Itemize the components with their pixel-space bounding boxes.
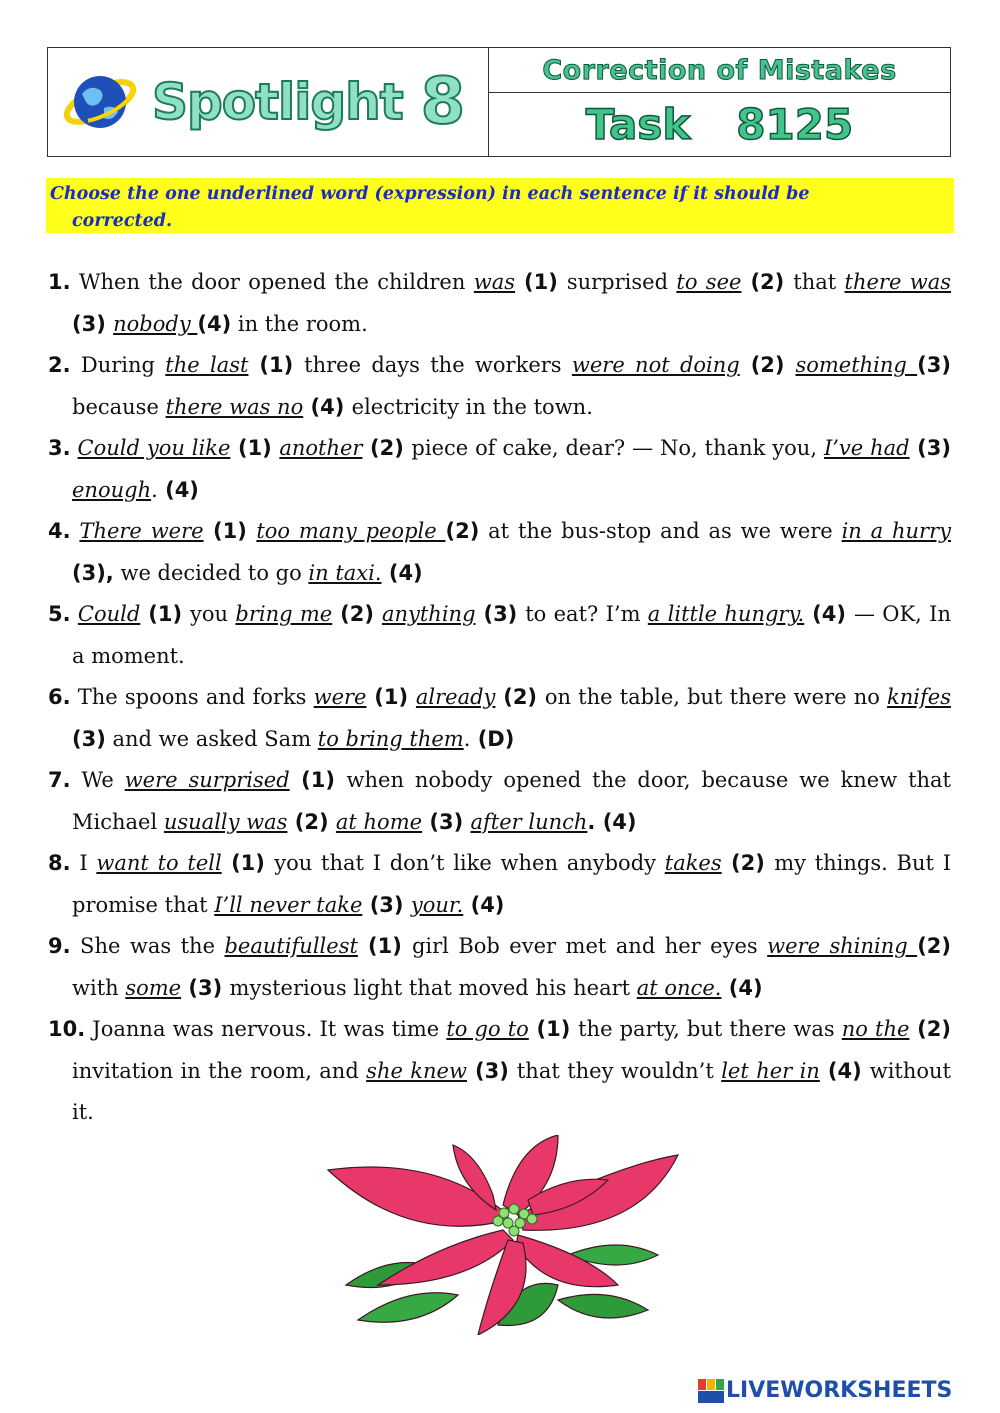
task-label: Task bbox=[585, 100, 691, 149]
underlined-option[interactable]: another bbox=[279, 436, 363, 460]
underlined-option[interactable]: too many people bbox=[256, 519, 446, 543]
underlined-option[interactable]: to go to bbox=[446, 1017, 529, 1041]
option-marker: (1) bbox=[366, 685, 416, 709]
underlined-option[interactable]: after lunch bbox=[470, 809, 588, 834]
option-marker: (4) bbox=[463, 892, 505, 917]
underlined-option[interactable]: Could you like bbox=[77, 436, 231, 460]
option-marker: (2) bbox=[909, 1017, 951, 1041]
sentence-text: mysterious light that moved his heart bbox=[229, 975, 637, 1000]
sentence-text: During bbox=[70, 353, 166, 377]
question-number: 9. bbox=[48, 934, 71, 958]
option-marker: (4) bbox=[804, 602, 854, 626]
option-marker: (2) bbox=[741, 270, 794, 294]
question-item bbox=[48, 511, 951, 594]
sentence-text: surprised bbox=[566, 270, 677, 294]
worksheet-title: Correction of Mistakes bbox=[489, 48, 950, 93]
brand-name: Spotlight bbox=[152, 73, 403, 131]
option-marker: (4) bbox=[157, 477, 199, 502]
underlined-option[interactable]: at once. bbox=[636, 975, 722, 1000]
sentence-text: I bbox=[70, 851, 97, 875]
underlined-option[interactable]: in a hurry bbox=[841, 519, 951, 543]
underlined-option[interactable]: let her in bbox=[721, 1058, 820, 1083]
footer-brand bbox=[698, 1378, 952, 1403]
underlined-option[interactable]: were surprised bbox=[124, 768, 290, 792]
sentence-text: Joanna was nervous. It was time bbox=[85, 1017, 447, 1041]
option-marker: (3) bbox=[466, 1058, 517, 1083]
sentence-text: electricity in the town. bbox=[351, 394, 593, 419]
task-line bbox=[489, 93, 950, 156]
worksheet-header bbox=[47, 47, 951, 157]
underlined-option[interactable]: nobody bbox=[113, 311, 198, 336]
sentence-text: my things. But I promise that bbox=[72, 851, 951, 917]
sentence-text: in the room. bbox=[231, 311, 368, 336]
underlined-option[interactable]: there was bbox=[844, 270, 952, 294]
option-marker: (1) bbox=[357, 934, 412, 958]
question-item bbox=[48, 760, 951, 843]
sentence-text: — OK, In a moment. bbox=[72, 602, 951, 668]
underlined-option[interactable]: beautifullest bbox=[224, 934, 358, 958]
option-marker: (1) bbox=[230, 436, 280, 460]
poinsettia-flower-image bbox=[318, 1135, 682, 1335]
underlined-option[interactable]: to bring them bbox=[317, 726, 464, 751]
question-item bbox=[48, 594, 951, 677]
sentence-text: to eat? I’m bbox=[525, 602, 648, 626]
sentence-text: . bbox=[151, 477, 158, 502]
option-marker: (1) bbox=[221, 851, 275, 875]
option-marker: (4) bbox=[303, 394, 352, 419]
question-item bbox=[48, 262, 951, 345]
option-marker: (4) bbox=[819, 1058, 870, 1083]
instruction-box bbox=[46, 178, 954, 233]
option-marker: (3) bbox=[72, 726, 106, 751]
instruction-line-2: corrected. bbox=[72, 211, 173, 231]
option-marker: (D) bbox=[470, 726, 515, 751]
option-marker: (2) bbox=[332, 602, 382, 626]
underlined-option[interactable]: to see bbox=[676, 270, 742, 294]
underlined-option[interactable]: your. bbox=[410, 892, 464, 917]
option-marker: (1) bbox=[203, 519, 257, 543]
option-marker: (2) bbox=[445, 519, 480, 543]
option-marker: (2) bbox=[917, 934, 951, 958]
underlined-option[interactable]: no the bbox=[841, 1017, 910, 1041]
sentence-text: girl Bob ever met and her eyes bbox=[411, 934, 768, 958]
sentence-text: on the table, but there were no bbox=[544, 685, 888, 709]
underlined-option[interactable]: the last bbox=[165, 353, 249, 377]
underlined-option[interactable]: some bbox=[125, 975, 182, 1000]
option-marker: (1) bbox=[515, 270, 567, 294]
option-marker: (3), bbox=[72, 560, 114, 585]
underlined-option[interactable]: in taxi. bbox=[308, 560, 382, 585]
underlined-option[interactable]: Could bbox=[77, 602, 141, 626]
underlined-option[interactable]: enough bbox=[72, 477, 152, 502]
underlined-option[interactable]: there was no bbox=[165, 394, 304, 419]
question-item bbox=[48, 345, 951, 428]
option-marker: (3) bbox=[475, 602, 526, 626]
question-number: 6. bbox=[48, 685, 71, 709]
underlined-option[interactable]: were bbox=[313, 685, 367, 709]
question-number: 2. bbox=[48, 353, 71, 377]
question-list bbox=[48, 262, 951, 1134]
sentence-text: invitation in the room, and bbox=[72, 1058, 367, 1083]
question-number: 1. bbox=[48, 270, 71, 294]
sentence-text: you that I don’t like when anybody bbox=[274, 851, 665, 875]
header-title-area bbox=[489, 48, 950, 156]
underlined-option[interactable]: something bbox=[795, 353, 918, 377]
underlined-option[interactable]: want to tell bbox=[96, 851, 222, 875]
question-number: 5. bbox=[48, 602, 71, 626]
option-marker: . (4) bbox=[587, 809, 637, 834]
sentence-text: The spoons and forks bbox=[70, 685, 314, 709]
question-item bbox=[48, 843, 951, 926]
sentence-text: at the bus-stop and as we were bbox=[479, 519, 842, 543]
sentence-text: that they wouldn’t bbox=[516, 1058, 722, 1083]
option-marker: (3) bbox=[917, 353, 951, 377]
option-marker: (3) bbox=[181, 975, 230, 1000]
sentence-text: When the door opened the children bbox=[70, 270, 474, 294]
underlined-option[interactable]: takes bbox=[664, 851, 722, 875]
question-number: 10. bbox=[48, 1017, 86, 1041]
sentence-text: because bbox=[72, 394, 166, 419]
question-number: 7. bbox=[48, 768, 71, 792]
option-marker: (2) bbox=[362, 436, 412, 460]
option-marker: (3) bbox=[422, 809, 471, 834]
underlined-option[interactable]: she knew bbox=[366, 1058, 467, 1083]
underlined-option[interactable]: at home bbox=[335, 809, 423, 834]
sentence-text bbox=[71, 602, 78, 626]
globe-icon bbox=[60, 62, 140, 142]
option-marker: (1) bbox=[140, 602, 191, 626]
liveworksheets-logo-icon bbox=[698, 1379, 724, 1403]
question-number: 3. bbox=[48, 436, 71, 460]
underlined-option[interactable]: anything bbox=[381, 602, 476, 626]
option-marker: (2) bbox=[495, 685, 545, 709]
question-number: 4. bbox=[48, 519, 71, 543]
sentence-text: three days the workers bbox=[304, 353, 572, 377]
footer-brand-text: LIVEWORKSHEETS bbox=[726, 1378, 953, 1403]
sentence-text: piece of cake, dear? — No, thank you, bbox=[411, 436, 824, 460]
question-item bbox=[48, 428, 951, 511]
sentence-text: and we asked Sam bbox=[105, 726, 318, 751]
brand-number: 8 bbox=[420, 65, 466, 139]
question-item bbox=[48, 926, 951, 1009]
sentence-text: with bbox=[72, 975, 126, 1000]
option-marker: (3) bbox=[909, 436, 951, 460]
sentence-text: We bbox=[70, 768, 125, 792]
brand-logo-area bbox=[48, 48, 489, 156]
sentence-text: She was the bbox=[70, 934, 225, 958]
sentence-text: you bbox=[190, 602, 236, 626]
option-marker: (4) bbox=[721, 975, 763, 1000]
underlined-option[interactable]: I’ve had bbox=[823, 436, 910, 460]
option-marker: (4) bbox=[381, 560, 423, 585]
option-marker: (3) bbox=[72, 311, 114, 336]
sentence-text: that bbox=[793, 270, 845, 294]
underlined-option[interactable]: bring me bbox=[235, 602, 333, 626]
instruction-line-1: Choose the one underlined word (expression) in each sentence if it should be bbox=[50, 184, 810, 204]
underlined-option[interactable]: usually was bbox=[163, 809, 288, 834]
sentence-text: we decided to go bbox=[113, 560, 309, 585]
sentence-text bbox=[71, 436, 78, 460]
question-item bbox=[48, 677, 951, 760]
sentence-text: the party, but there was bbox=[578, 1017, 842, 1041]
option-marker: (1) bbox=[289, 768, 347, 792]
option-marker: (2) bbox=[739, 353, 796, 377]
option-marker: (2) bbox=[721, 851, 775, 875]
underlined-option[interactable]: were shining bbox=[767, 934, 918, 958]
task-number: 8125 bbox=[736, 100, 854, 149]
sentence-text: without it. bbox=[72, 1058, 951, 1124]
question-number: 8. bbox=[48, 851, 71, 875]
option-marker: (4) bbox=[197, 311, 232, 336]
sentence-text: . bbox=[463, 726, 471, 751]
option-marker: (1) bbox=[248, 353, 305, 377]
underlined-option[interactable]: was bbox=[473, 270, 516, 294]
option-marker: (3) bbox=[362, 892, 411, 917]
option-marker: (1) bbox=[528, 1017, 579, 1041]
underlined-option[interactable]: already bbox=[415, 685, 496, 709]
sentence-text: when nobody opened the door, because we knew that Michael bbox=[72, 768, 951, 834]
underlined-option[interactable]: knifes bbox=[887, 685, 951, 709]
question-item bbox=[48, 1009, 951, 1134]
underlined-option[interactable]: I’ll never take bbox=[214, 892, 363, 917]
underlined-option[interactable]: were not doing bbox=[571, 353, 740, 377]
option-marker: (2) bbox=[287, 809, 336, 834]
underlined-option[interactable]: a little hungry. bbox=[647, 602, 805, 626]
underlined-option[interactable]: There were bbox=[79, 519, 204, 543]
